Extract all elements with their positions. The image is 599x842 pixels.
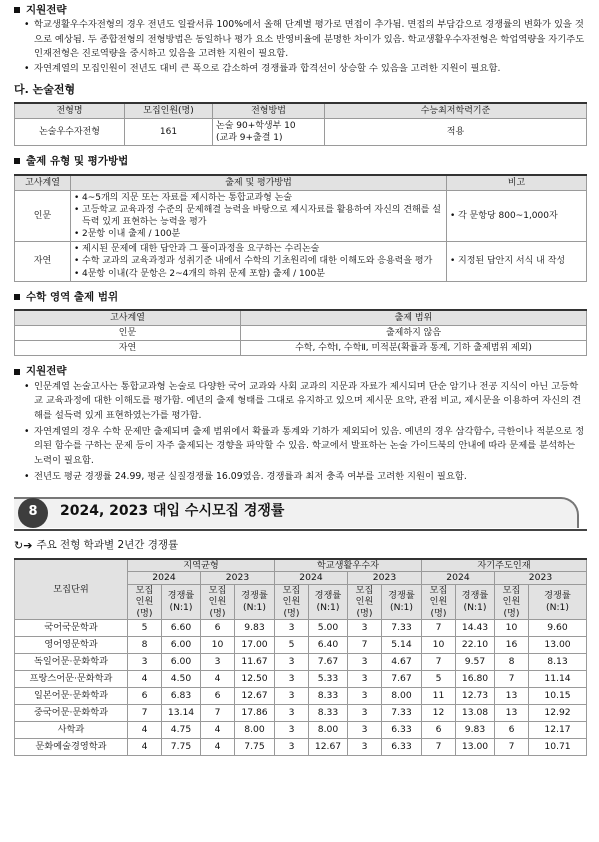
cell-ratio: 4.75 [162, 722, 201, 739]
cell-ratio: 17.86 [235, 705, 275, 722]
cell-ratio: 13.00 [456, 739, 495, 756]
cell-quota: 5 [128, 620, 162, 637]
cell-unit: 사학과 [15, 722, 128, 739]
cell-range: 수학, 수학Ⅰ, 수학Ⅱ, 미적분(확률과 통계, 기하 출제범위 제외) [241, 341, 587, 356]
cell-ratio: 7.33 [382, 620, 422, 637]
section-heading: 출제 유형 및 평가방법 [14, 153, 587, 169]
th-ratio: 경쟁률 (N:1) [456, 584, 495, 620]
essay-table [14, 102, 587, 146]
cell-quota: 11 [422, 688, 456, 705]
th-year: 2024 [128, 572, 201, 585]
th-note: 비고 [447, 175, 587, 191]
cell-quota: 7 [201, 705, 235, 722]
cell-ratio: 13.00 [529, 637, 587, 654]
cell-ratio: 12.50 [235, 671, 275, 688]
cell-ratio: 22.10 [456, 637, 495, 654]
cell-ratio: 6.33 [382, 739, 422, 756]
cell-method: 논술 90+학생부 10 (교과 9+출결 1) [213, 119, 325, 146]
cell-quota: 13 [495, 688, 529, 705]
th-quota: 모집 인원(명) [275, 584, 309, 620]
th-ratio: 경쟁률 (N:1) [529, 584, 587, 620]
th-quota: 모집 인원(명) [201, 584, 235, 620]
cell-quota: 5 [275, 637, 309, 654]
cell-ratio: 10.71 [529, 739, 587, 756]
th-field: 고사계열 [15, 175, 71, 191]
cell-unit: 국어국문학과 [15, 620, 128, 637]
section-heading: 지원전략 [14, 2, 587, 18]
cell-quota: 3 [348, 722, 382, 739]
th-ratio: 경쟁률 (N:1) [235, 584, 275, 620]
cell-quota: 4 [128, 739, 162, 756]
cell-ratio: 4.50 [162, 671, 201, 688]
section-title: 2024, 2023 대입 수시모집 경쟁률 [60, 502, 285, 519]
cell-quota: 3 [348, 620, 382, 637]
th-group: 학교생활우수자 [275, 559, 422, 572]
cell-quota: 8 [495, 654, 529, 671]
cell-ratio: 7.75 [162, 739, 201, 756]
th-quota: 모집 인원(명) [422, 584, 456, 620]
cell-ratio: 8.33 [309, 688, 348, 705]
cell-ratio: 12.73 [456, 688, 495, 705]
cell-unit: 문화예술경영학과 [15, 739, 128, 756]
cell-quota: 10 [495, 620, 529, 637]
square-bullet-icon [14, 7, 20, 13]
table-row [15, 620, 587, 637]
table-row [15, 654, 587, 671]
cell-ratio: 8.00 [309, 722, 348, 739]
cell-quota: 4 [201, 671, 235, 688]
cell-quota: 3 [348, 739, 382, 756]
cell-quota: 3 [201, 654, 235, 671]
bullet-list [14, 380, 587, 485]
cell-ratio: 7.67 [382, 671, 422, 688]
cell-range: 출제하지 않음 [241, 326, 587, 341]
cell-quota: 3 [275, 722, 309, 739]
th-unit: 모집단위 [15, 559, 128, 620]
table-row [15, 671, 587, 688]
bullet-item: • 자연계열의 경우 수학 문제만 출제되며 출제 범위에서 확률과 통계와 기하가 제외되어 있음. 예년의 경우 삼각함수, 극한이나 적분으로 정의된 함수를 구하는 문제 등이 자주 출제되는 경향을 파악할 수 있음. 학교에서 발표하는 논술 가이드북의 안내에 따라 문제를 분석하는 노력이 필요함. [24, 425, 587, 468]
types-table [14, 174, 587, 282]
th-method: 전형방법 [213, 103, 325, 119]
cell-unit: 일본어문·문화학과 [15, 688, 128, 705]
cell-ratio: 13.08 [456, 705, 495, 722]
cell-ratio: 7.33 [382, 705, 422, 722]
th-ratio: 경쟁률 (N:1) [309, 584, 348, 620]
th-year: 2023 [495, 572, 587, 585]
strategy-section-1 [14, 2, 587, 77]
cell-quota: 4 [128, 671, 162, 688]
cell-quota: 6 [495, 722, 529, 739]
cell-ratio: 17.00 [235, 637, 275, 654]
cell-quota: 7 [495, 739, 529, 756]
cell-ratio: 13.14 [162, 705, 201, 722]
cell-note: • 각 문항당 800~1,000자 [447, 190, 587, 242]
cell-ratio: 7.75 [235, 739, 275, 756]
cell-quota: 3 [348, 671, 382, 688]
bullet-item: • 학교생활우수자전형의 경우 전년도 일괄서류 100%에서 올해 단계별 평가로 면접이 추가됨. 면접의 부담감으로 경쟁률의 변화가 있을 것으로 예상됨. 두 종합전형의 전형방법은 동일하나 평가 요소 반영비율에 분명한 차이가 있음. 학교생활우수자전형은 학업역량을 자기주도인재전형은 진로역량을 중시하고 있음을 고려한 지원이 필요함. [24, 18, 587, 61]
th-group: 자기주도인재 [422, 559, 587, 572]
cell-unit: 프랑스어문·문화학과 [15, 671, 128, 688]
square-bullet-icon [14, 369, 20, 375]
cell-ratio: 9.83 [456, 722, 495, 739]
th-quota: 모집 인원(명) [128, 584, 162, 620]
cell-ratio: 14.43 [456, 620, 495, 637]
cell-ratio: 8.33 [309, 705, 348, 722]
th-year: 2024 [275, 572, 348, 585]
cell-ratio: 6.00 [162, 637, 201, 654]
th-quota: 모집인원(명) [125, 103, 213, 119]
cell-ratio: 10.15 [529, 688, 587, 705]
th-eval-method: 출제 및 평가방법 [71, 175, 447, 191]
cell-ratio: 8.13 [529, 654, 587, 671]
math-range-table [14, 309, 587, 356]
cell-quota: 12 [422, 705, 456, 722]
cell-ratio: 16.80 [456, 671, 495, 688]
cell-eval-method: • 제시된 문제에 대한 답안과 그 풀이과정을 요구하는 수리논술 • 수학 교과의 교육과정과 성취기준 내에서 수학의 기초원리에 대한 이해도와 응용력을 평가 • 4문항 이내(각 문항은 2~4개의 하위 문제 포함) 출제 / 100분 [71, 242, 447, 281]
bullet-item: • 전년도 평균 경쟁률 24.99, 평균 실질경쟁률 16.09였음. 경쟁률과 최저 충족 여부를 고려한 지원이 필요함. [24, 470, 587, 484]
cell-quota: 6 [201, 620, 235, 637]
competition-body [15, 620, 587, 756]
cell-ratio: 6.83 [162, 688, 201, 705]
cell-quota: 3 [275, 654, 309, 671]
cell-field: 인문 [15, 190, 71, 242]
cell-quota: 3 [128, 654, 162, 671]
cell-quota: 3 [348, 688, 382, 705]
bullet-item: • 인문계열 논술고사는 통합교과형 논술로 다양한 국어 교과와 사회 교과의 지문과 자료가 제시되며 단순 암기나 전공 지식이 아닌 고등학교 교육과정에 대한 이해도를 평가함. 예년의 출제 형태를 그대로 유지하고 있으며 제시문 요약, 관점 비교, 제시문을 이용하여 자신의 견해를 설득력 있게 표현하였는가를 평가함. [24, 380, 587, 423]
arrow-right-icon: ↻➔ [14, 538, 33, 552]
cell-ratio: 8.00 [235, 722, 275, 739]
th-group: 지역균형 [128, 559, 275, 572]
bullet-list [14, 18, 587, 77]
th-min-standard: 수능최저학력기준 [325, 103, 587, 119]
cell-note: • 지정된 답안지 서식 내 작성 [447, 242, 587, 281]
cell-ratio: 12.67 [235, 688, 275, 705]
cell-ratio: 6.00 [162, 654, 201, 671]
cell-ratio: 4.67 [382, 654, 422, 671]
th-year: 2023 [348, 572, 422, 585]
section-number-badge: 8 [18, 498, 48, 528]
cell-ratio: 6.33 [382, 722, 422, 739]
cell-quota: 6 [201, 688, 235, 705]
cell-ratio: 9.60 [529, 620, 587, 637]
bullet-item: • 자연계열의 모집인원이 전년도 대비 큰 폭으로 감소하여 경쟁률과 합격선이 상승할 수 있음을 고려한 지원이 필요함. [24, 62, 587, 76]
th-ratio: 경쟁률 (N:1) [382, 584, 422, 620]
cell-quota: 161 [125, 119, 213, 146]
cell-ratio: 7.67 [309, 654, 348, 671]
cell-ratio: 8.00 [382, 688, 422, 705]
cell-quota: 13 [495, 705, 529, 722]
cell-quota: 3 [275, 688, 309, 705]
cell-unit: 영어영문학과 [15, 637, 128, 654]
cell-quota: 7 [422, 739, 456, 756]
cell-quota: 3 [275, 671, 309, 688]
cell-quota: 6 [422, 722, 456, 739]
cell-quota: 3 [275, 620, 309, 637]
cell-quota: 3 [275, 705, 309, 722]
cell-ratio: 12.92 [529, 705, 587, 722]
cell-ratio: 5.14 [382, 637, 422, 654]
cell-min-standard: 적용 [325, 119, 587, 146]
cell-quota: 6 [128, 688, 162, 705]
cell-quota: 7 [495, 671, 529, 688]
cell-ratio: 5.33 [309, 671, 348, 688]
cell-quota: 7 [422, 654, 456, 671]
th-ratio: 경쟁률 (N:1) [162, 584, 201, 620]
th-quota: 모집 인원(명) [495, 584, 529, 620]
section-heading: 지원전략 [14, 363, 587, 379]
cell-ratio: 5.00 [309, 620, 348, 637]
square-bullet-icon [14, 294, 20, 300]
th-range: 출제 범위 [241, 310, 587, 326]
cell-quota: 7 [422, 620, 456, 637]
cell-quota: 4 [201, 722, 235, 739]
subheading: ↻➔ 주요 전형 학과별 2년간 경쟁률 [14, 537, 587, 554]
section-heading: 수학 영역 출제 범위 [14, 289, 587, 305]
th-year: 2024 [422, 572, 495, 585]
cell-ratio: 12.17 [529, 722, 587, 739]
table-row [15, 739, 587, 756]
th-field: 고사계열 [15, 310, 241, 326]
cell-quota: 8 [128, 637, 162, 654]
cell-ratio: 9.57 [456, 654, 495, 671]
cell-ratio: 11.14 [529, 671, 587, 688]
cell-quota: 16 [495, 637, 529, 654]
cell-field: 자연 [15, 341, 241, 356]
cell-ratio: 12.67 [309, 739, 348, 756]
cell-ratio: 11.67 [235, 654, 275, 671]
cell-type-name: 논술우수자전형 [15, 119, 125, 146]
cell-field: 인문 [15, 326, 241, 341]
cell-ratio: 6.60 [162, 620, 201, 637]
cell-quota: 5 [422, 671, 456, 688]
section-banner [14, 495, 587, 531]
table-row [15, 705, 587, 722]
cell-eval-method: • 4~5개의 지문 또는 자료를 제시하는 통합교과형 논술 • 고등학교 교육과정 수준의 문제해결 능력을 바탕으로 제시자료를 활용하여 자신의 견해를 설득력 있게 표현하는 능력을 평가 • 2문항 이내 출제 / 100분 [71, 190, 447, 242]
cell-quota: 10 [422, 637, 456, 654]
cell-quota: 3 [348, 654, 382, 671]
cell-quota: 10 [201, 637, 235, 654]
cell-quota: 4 [201, 739, 235, 756]
cell-field: 자연 [15, 242, 71, 281]
cell-quota: 3 [275, 739, 309, 756]
table-row [15, 722, 587, 739]
square-bullet-icon [14, 158, 20, 164]
table-row [15, 637, 587, 654]
cell-quota: 7 [348, 637, 382, 654]
th-year: 2023 [201, 572, 275, 585]
strategy-section-2 [14, 363, 587, 484]
cell-quota: 3 [348, 705, 382, 722]
cell-unit: 독일어문·문화학과 [15, 654, 128, 671]
cell-ratio: 6.40 [309, 637, 348, 654]
cell-quota: 4 [128, 722, 162, 739]
page [14, 0, 587, 756]
th-quota: 모집 인원(명) [348, 584, 382, 620]
cell-ratio: 9.83 [235, 620, 275, 637]
th-type-name: 전형명 [15, 103, 125, 119]
competition-table [14, 558, 587, 757]
cell-unit: 중국어문·문화학과 [15, 705, 128, 722]
essay-heading: 다. 논술전형 [14, 82, 76, 96]
cell-quota: 7 [128, 705, 162, 722]
table-row [15, 688, 587, 705]
